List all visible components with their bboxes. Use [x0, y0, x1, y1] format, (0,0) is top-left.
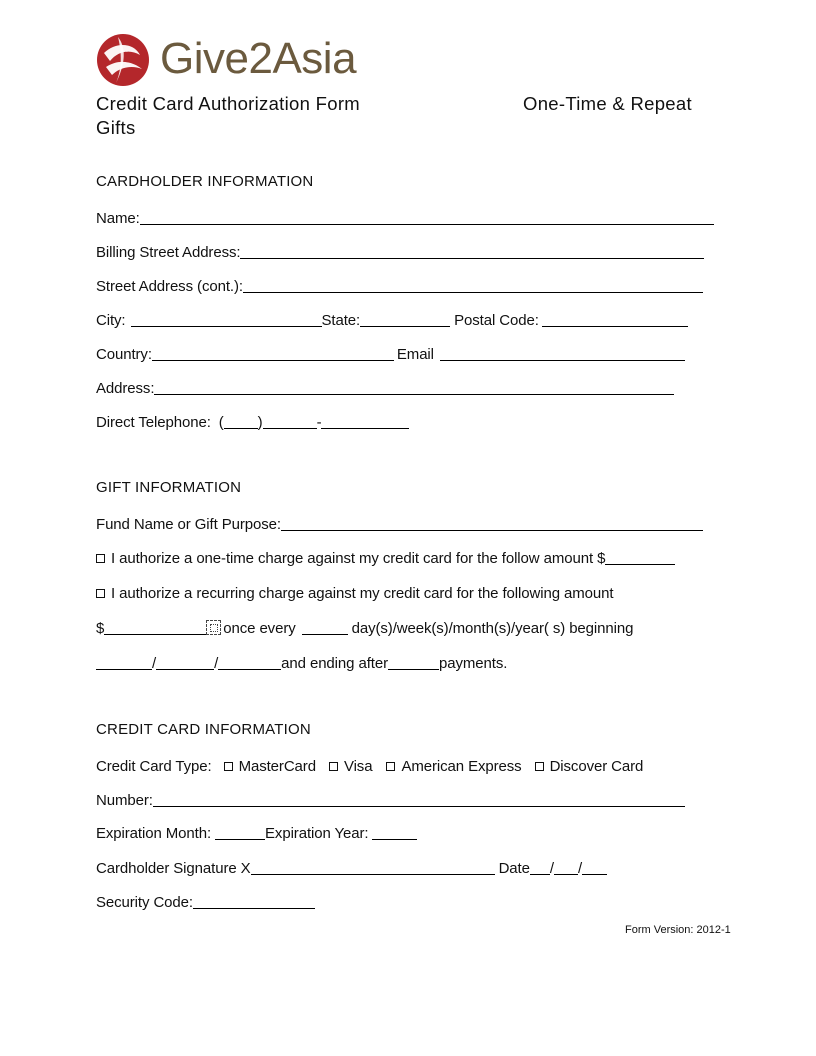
security-code-row	[96, 889, 315, 911]
billing-street-label: Billing Street Address:	[96, 244, 241, 261]
frequency-field[interactable]	[302, 618, 348, 635]
discover-label: Discover Card	[549, 758, 644, 775]
security-code-label: Security Code:	[96, 894, 193, 911]
mastercard-checkbox[interactable]	[224, 762, 233, 771]
postal-label: Postal Code:	[454, 312, 539, 329]
signature-label: Cardholder Signature X	[96, 860, 251, 877]
exp-month-label: Expiration Month:	[96, 825, 212, 842]
state-field[interactable]	[360, 310, 450, 327]
sign-month-field[interactable]	[530, 858, 550, 875]
security-code-field[interactable]	[193, 892, 315, 909]
ending-after-label: and ending after	[281, 655, 388, 672]
phone-line-field[interactable]	[321, 412, 409, 429]
section-heading-cardholder: CARDHOLDER INFORMATION	[96, 173, 314, 190]
street-cont-label: Street Address (cont.):	[96, 278, 243, 295]
payments-count-field[interactable]	[388, 653, 439, 670]
city-field[interactable]	[131, 310, 322, 327]
logo-wordmark: Give2Asia	[160, 34, 357, 83]
email-label: Email	[396, 346, 434, 363]
card-number-field[interactable]	[153, 790, 685, 807]
start-month-field[interactable]	[96, 653, 152, 670]
sign-year-field[interactable]	[582, 858, 607, 875]
recurring-amount-field[interactable]	[104, 618, 206, 635]
one-time-amount-field[interactable]	[605, 548, 675, 565]
country-row	[96, 341, 685, 363]
card-number-row	[96, 787, 685, 809]
form-version: Form Version: 2012-1	[625, 924, 731, 936]
fund-row	[96, 511, 703, 533]
card-number-label: Number:	[96, 792, 153, 809]
start-year-field[interactable]	[218, 653, 281, 670]
sign-slash-1: /	[549, 860, 554, 877]
country-label: Country:	[96, 346, 152, 363]
start-slash-1: /	[152, 655, 157, 672]
phone-paren-close: )	[257, 414, 263, 431]
exp-year-field[interactable]	[372, 823, 417, 840]
email-field[interactable]	[440, 344, 685, 361]
recurring-checkbox[interactable]	[96, 589, 105, 598]
one-time-label: I authorize a one-time charge against my credit card for the follow amount $	[111, 550, 606, 567]
postal-field[interactable]	[542, 310, 688, 327]
start-date-row	[96, 650, 507, 672]
start-day-field[interactable]	[156, 653, 214, 670]
dollar-sign: $	[96, 620, 105, 637]
phone-label: Direct Telephone:	[96, 414, 211, 431]
state-label: State:	[321, 312, 361, 329]
section-heading-gift: GIFT INFORMATION	[96, 479, 242, 496]
form-field-marker-icon	[206, 620, 221, 635]
phone-area-field[interactable]	[224, 412, 258, 429]
billing-street-field[interactable]	[240, 242, 704, 259]
address-label: Address:	[96, 380, 155, 397]
exp-month-field[interactable]	[215, 823, 265, 840]
mastercard-label: MasterCard	[238, 758, 316, 775]
street-cont-row	[96, 273, 703, 295]
amex-checkbox[interactable]	[386, 762, 395, 771]
form-title: Credit Card Authorization Form	[96, 93, 360, 114]
sign-day-field[interactable]	[554, 858, 578, 875]
billing-street-row	[96, 239, 704, 261]
form-title-right: One-Time & Repeat	[523, 93, 692, 114]
period-label: day(s)/week(s)/month(s)/year( s) beginning	[351, 620, 634, 637]
discover-checkbox[interactable]	[535, 762, 544, 771]
card-type-row	[96, 753, 643, 775]
form-title-wrap: Gifts	[96, 117, 136, 138]
logo	[96, 32, 386, 88]
recurring-row	[96, 580, 613, 602]
name-field[interactable]	[140, 208, 714, 225]
phone-prefix-field[interactable]	[263, 412, 317, 429]
section-heading-credit-card: CREDIT CARD INFORMATION	[96, 721, 311, 738]
one-time-row	[96, 545, 675, 567]
country-field[interactable]	[152, 344, 394, 361]
exp-year-label: Expiration Year:	[265, 825, 369, 842]
city-row	[96, 307, 688, 329]
payments-label: payments.	[438, 655, 508, 672]
phone-paren-open: (	[218, 414, 224, 431]
card-type-label: Credit Card Type:	[96, 758, 212, 775]
signature-field[interactable]	[251, 858, 495, 875]
once-every-label: once every	[223, 620, 296, 637]
visa-label: Visa	[343, 758, 373, 775]
street-cont-field[interactable]	[243, 276, 703, 293]
name-row	[96, 205, 714, 227]
recurring-detail-row	[96, 615, 633, 637]
date-label: Date	[498, 860, 530, 877]
fund-label: Fund Name or Gift Purpose:	[96, 516, 281, 533]
expiration-row	[96, 820, 417, 842]
recurring-label: I authorize a recurring charge against my credit card for the following amount	[111, 585, 614, 602]
visa-checkbox[interactable]	[329, 762, 338, 771]
phone-row	[96, 409, 409, 431]
phone-dash: -	[316, 414, 322, 431]
sign-slash-2: /	[577, 860, 583, 877]
signature-row	[96, 855, 607, 877]
one-time-checkbox[interactable]	[96, 554, 105, 563]
name-label: Name:	[96, 210, 140, 227]
logo-mark-icon	[96, 33, 150, 87]
address-row	[96, 375, 674, 397]
city-label: City:	[96, 312, 126, 329]
fund-field[interactable]	[281, 514, 703, 531]
address-field[interactable]	[154, 378, 674, 395]
amex-label: American Express	[401, 758, 522, 775]
start-slash-2: /	[214, 655, 219, 672]
